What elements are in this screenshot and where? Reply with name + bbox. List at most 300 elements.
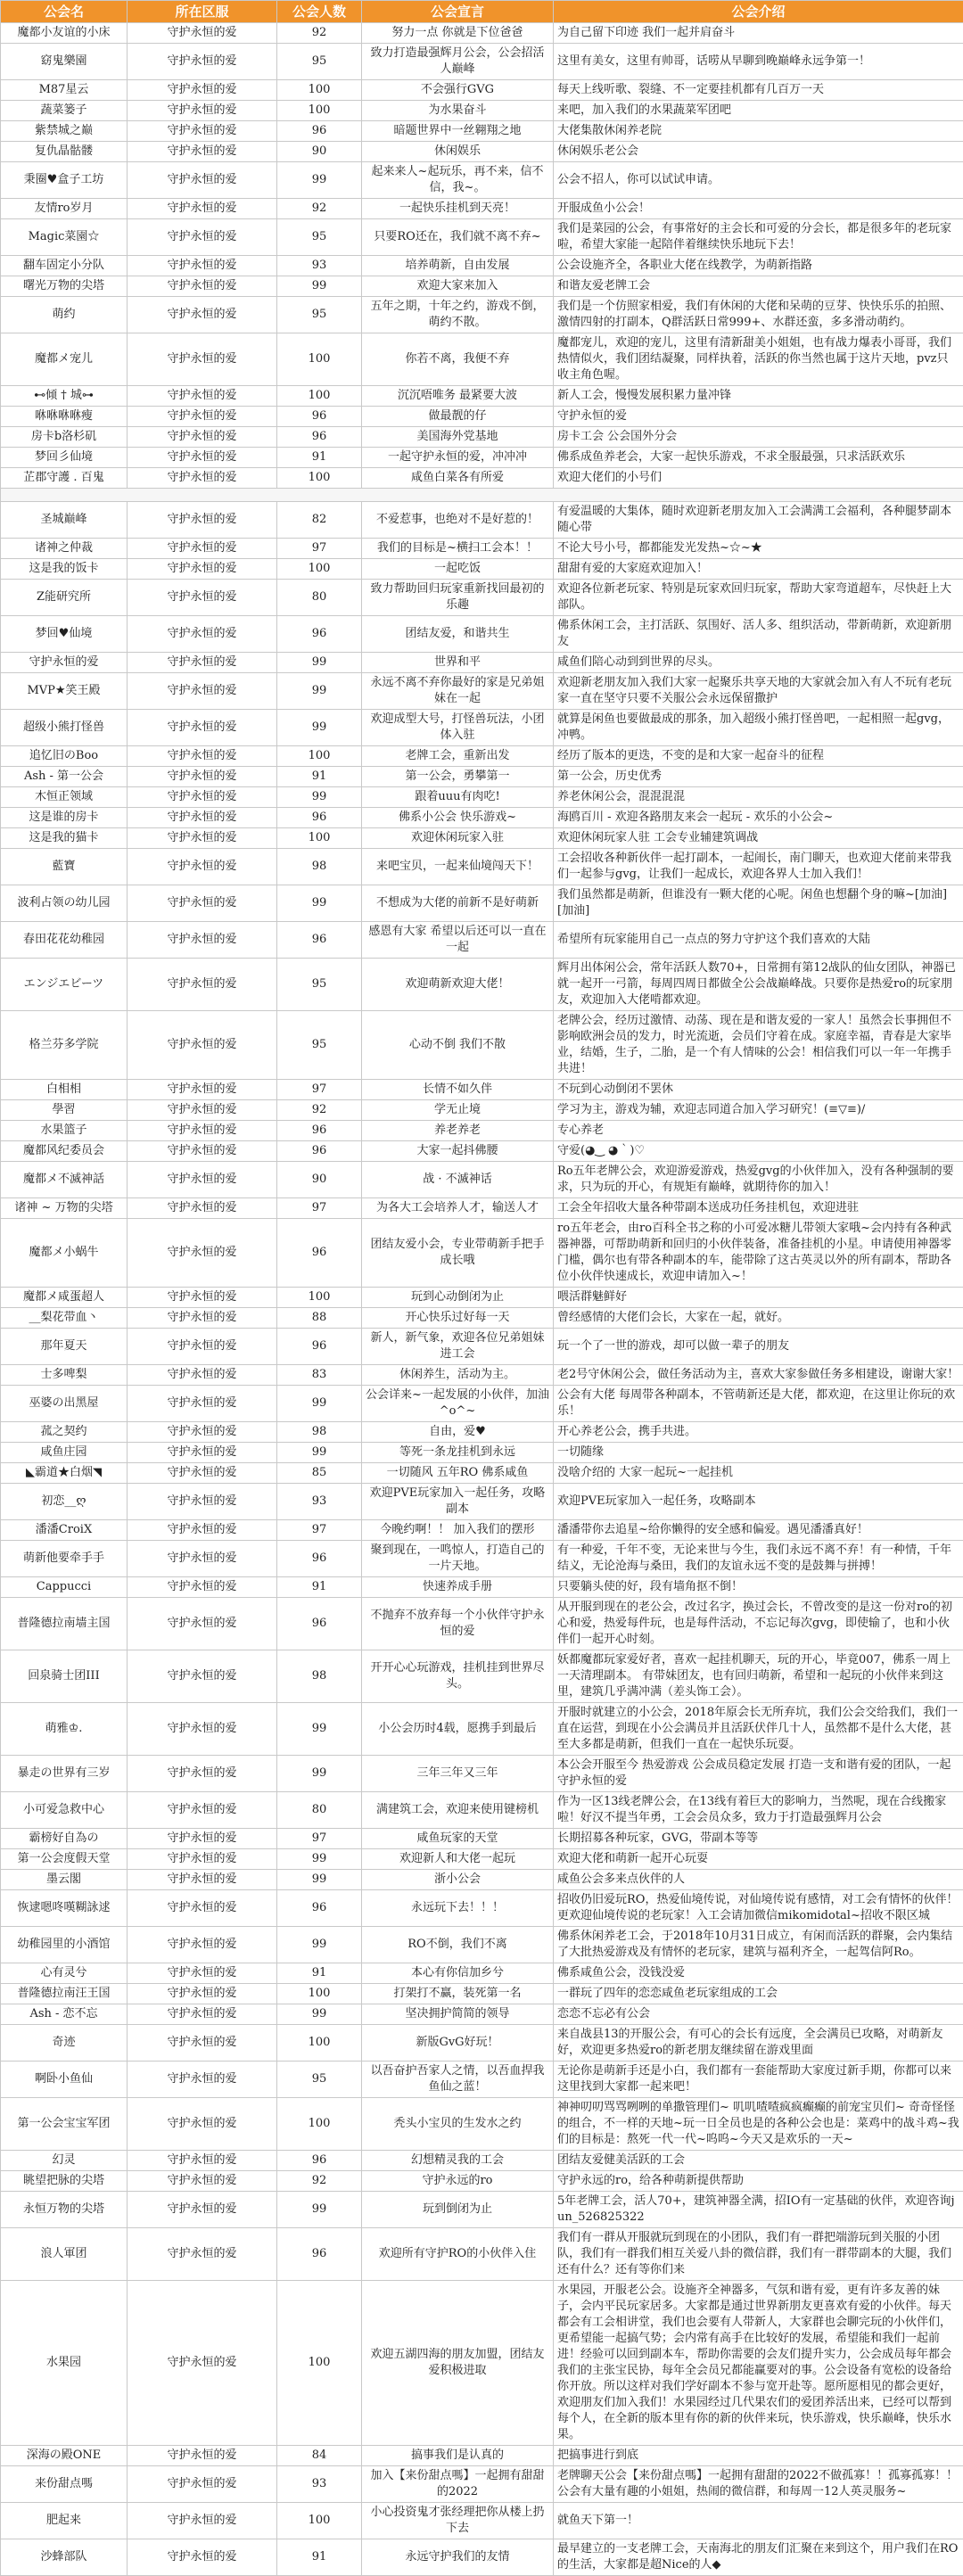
introduction-cell: 妖都魔都玩家爱好者，喜欢一起挂机聊天，玩的开心，毕竟007，佛系一周上一天清理副本。 有带妹团友，也有回归萌新，希望和一起玩的小伙伴来到这里，建筑几乎满冲满（差头饰工会）。 (554, 1650, 963, 1703)
member-count-cell: 96 (277, 2151, 362, 2171)
slogan-cell: 致力打造最强辉月公会，公会招活人巅峰 (362, 44, 554, 80)
table-row (1, 1890, 963, 1927)
introduction-cell: 为自己留下印迹 我们一起并肩奋斗 (554, 23, 963, 44)
introduction-cell: 喂活群魅鲜好 (554, 1288, 963, 1308)
guild-name-cell: 學習 (1, 1100, 128, 1121)
introduction-cell: 把搞事进行到底 (554, 2446, 963, 2466)
table-row (1, 922, 963, 959)
slogan-cell: 休闲养生，活动为主。 (362, 1365, 554, 1386)
member-count-cell: 100 (277, 828, 362, 849)
table-row (1, 1329, 963, 1365)
introduction-cell: 新人工会，慢慢发展积累力量冲锋 (554, 386, 963, 407)
member-count-cell: 100 (277, 1984, 362, 2004)
slogan-cell: 欢迎大家来加入 (362, 276, 554, 297)
member-count-cell: 93 (277, 256, 362, 276)
table-row (1, 1541, 963, 1577)
table-row (1, 849, 963, 885)
guild-name-cell: 小可爱急救中心 (1, 1792, 128, 1829)
member-count-cell: 99 (277, 885, 362, 922)
table-row (1, 44, 963, 80)
table-row (1, 427, 963, 448)
guild-name-cell: 梦回♥仙境 (1, 616, 128, 653)
guild-name-cell: 波利占领の幼儿园 (1, 885, 128, 922)
guild-name-cell: 沙蜂部队 (1, 2539, 128, 2576)
member-count-cell: 98 (277, 1650, 362, 1703)
region-cell: 守护永恒的爱 (128, 1100, 277, 1121)
member-count-cell: 96 (277, 1141, 362, 1162)
region-cell: 守护永恒的爱 (128, 849, 277, 885)
slogan-cell: 为各大工会培养人才，输送人才 (362, 1198, 554, 1219)
member-count-cell: 96 (277, 616, 362, 653)
member-count-cell: 99 (277, 1443, 362, 1463)
guild-name-cell: 眺望把脉的尖塔 (1, 2171, 128, 2192)
table-row (1, 2004, 963, 2025)
table-row (1, 1703, 963, 1756)
member-count-cell: 96 (277, 1598, 362, 1650)
member-count-cell: 96 (277, 1329, 362, 1365)
slogan-cell: 只要RO还在，我们就不离不弃~ (362, 219, 554, 256)
member-count-cell: 96 (277, 2228, 362, 2281)
introduction-cell: 公会有大佬 每周带各种副本，不管萌新还是大佬，都欢迎，在这里让你玩的欢乐！ (554, 1386, 963, 1422)
region-cell: 守护永恒的爱 (128, 1011, 277, 1080)
region-cell: 守护永恒的爱 (128, 448, 277, 468)
region-cell: 守护永恒的爱 (128, 1756, 277, 1792)
table-row (1, 1121, 963, 1141)
slogan-cell: 欢迎休闲玩家入驻 (362, 828, 554, 849)
introduction-cell: 佛系成鱼养老会，大家一起快乐游戏，不求全服最强，只求活跃欢乐 (554, 448, 963, 468)
region-cell: 守护永恒的爱 (128, 1422, 277, 1443)
member-count-cell: 91 (277, 2539, 362, 2576)
member-count-cell: 96 (277, 922, 362, 959)
member-count-cell: 95 (277, 297, 362, 333)
introduction-cell: 佛系咸鱼公会，没钱没爱 (554, 1963, 963, 1984)
guild-name-cell: 幼稚园里的小酒馆 (1, 1927, 128, 1963)
table-row (1, 121, 963, 142)
member-count-cell: 91 (277, 1963, 362, 1984)
region-cell: 守护永恒的爱 (128, 746, 277, 767)
region-cell: 守护永恒的爱 (128, 1484, 277, 1520)
table-row (1, 2228, 963, 2281)
table-row (1, 1756, 963, 1792)
member-count-cell: 99 (277, 1386, 362, 1422)
region-cell: 守护永恒的爱 (128, 2539, 277, 2576)
region-cell: 守护永恒的爱 (128, 1288, 277, 1308)
region-cell: 守护永恒的爱 (128, 2503, 277, 2539)
region-cell: 守护永恒的爱 (128, 2098, 277, 2151)
guild-name-cell: 墨云閣 (1, 1870, 128, 1890)
guild-name-cell: M87星云 (1, 80, 128, 101)
introduction-cell: 开服时就建立的小公会，2018年原会长无所弃坑，我们公会交给我们，我们一直在运营，到现在小公会满员并且活跃伏伴几十人，虽然都不是什么大佬，甚至大多都是萌新，但我们一直在一起快乐玩耍。 (554, 1703, 963, 1756)
introduction-cell: 玩一个了一世的游戏，却可以做一辈子的朋友 (554, 1329, 963, 1365)
region-cell: 守护永恒的爱 (128, 219, 277, 256)
table-row (1, 142, 963, 162)
guild-name-cell: 水果篮子 (1, 1121, 128, 1141)
region-cell: 守护永恒的爱 (128, 710, 277, 746)
region-cell: 守护永恒的爱 (128, 142, 277, 162)
region-cell: 守护永恒的爱 (128, 1219, 277, 1288)
guild-name-cell: 暴走の世界有三岁 (1, 1756, 128, 1792)
member-count-cell: 95 (277, 44, 362, 80)
guild-name-cell: 紫禁城之巅 (1, 121, 128, 142)
slogan-cell: 咸鱼白菜各有所爱 (362, 468, 554, 489)
guild-name-cell: 友情ro岁月 (1, 199, 128, 219)
table-row (1, 468, 963, 489)
member-count-cell: 85 (277, 1463, 362, 1484)
slogan-cell: 开心快乐过好每一天 (362, 1308, 554, 1329)
table-row (1, 1598, 963, 1650)
guild-name-cell: 普隆德拉南汪王国 (1, 1984, 128, 2004)
table-header-row (1, 1, 963, 23)
guild-name-cell: 翻车固定小分队 (1, 256, 128, 276)
member-count-cell: 100 (277, 386, 362, 407)
slogan-cell: 浙小公会 (362, 1870, 554, 1890)
introduction-cell: 欢迎新老朋友加入我们大家一起聚乐共享天地的大家就会加入有人不玩有老玩家一直在坚守只要不关服公会永远保留撒护 (554, 673, 963, 710)
region-cell: 守护永恒的爱 (128, 1329, 277, 1365)
member-count-cell: 96 (277, 1541, 362, 1577)
slogan-cell: 欢迎新人和大佬一起玩 (362, 1849, 554, 1870)
member-count-cell: 96 (277, 427, 362, 448)
guild-name-cell: 秉圈♥盒子工坊 (1, 162, 128, 199)
table-row (1, 1829, 963, 1849)
table-row (1, 2539, 963, 2576)
region-cell: 守护永恒的爱 (128, 333, 277, 386)
table-row (1, 1963, 963, 1984)
table-row (1, 1927, 963, 1963)
table-row (1, 2151, 963, 2171)
table-row (1, 1849, 963, 1870)
slogan-cell: 你若不离，我便不弃 (362, 333, 554, 386)
region-cell: 守护永恒的爱 (128, 502, 277, 539)
member-count-cell: 100 (277, 746, 362, 767)
introduction-cell: 欢迎休闲玩家人驻 工会专业辅建筑调战 (554, 828, 963, 849)
member-count-cell: 97 (277, 1829, 362, 1849)
region-cell: 守护永恒的爱 (128, 276, 277, 297)
region-cell: 守护永恒的爱 (128, 1308, 277, 1329)
introduction-cell: 守护永远的ro，给各种萌新提供帮助 (554, 2171, 963, 2192)
guild-name-cell: 心有灵兮 (1, 1963, 128, 1984)
region-cell: 守护永恒的爱 (128, 1198, 277, 1219)
slogan-cell: 打架打不赢，装死第一名 (362, 1984, 554, 2004)
table-row (1, 828, 963, 849)
region-cell: 守护永恒的爱 (128, 297, 277, 333)
region-cell: 守护永恒的爱 (128, 121, 277, 142)
slogan-cell: 努力一点 你就是下位爸爸 (362, 23, 554, 44)
member-count-cell: 100 (277, 2025, 362, 2062)
guild-name-cell: 这是我的猫卡 (1, 828, 128, 849)
region-cell: 守护永恒的爱 (128, 1650, 277, 1703)
slogan-cell: 今晚约啊！！ 加入我们的摆形 (362, 1520, 554, 1541)
guild-name-cell: 复仇晶骷髅 (1, 142, 128, 162)
member-count-cell: 92 (277, 23, 362, 44)
slogan-cell: 世界和平 (362, 653, 554, 673)
region-cell: 守护永恒的爱 (128, 80, 277, 101)
introduction-cell: 辉月出体闲公会，常年活跃人数70+，日常拥有第12战队的仙女团队，神器已就一起开一弓箭，每周四周日都做全公会战巅峰战。只要你是热爱ro的玩家朋友，欢迎加入大佬啃都欢迎。 (554, 959, 963, 1011)
slogan-cell: 致力帮助回归玩家重新找回最初的乐趣 (362, 580, 554, 616)
region-cell: 守护永恒的爱 (128, 1520, 277, 1541)
member-count-cell: 99 (277, 2004, 362, 2025)
slogan-cell: 战 · 不滅神话 (362, 1162, 554, 1198)
guild-name-cell: 恢逮嗯咚嘆糊詠逑 (1, 1890, 128, 1927)
region-cell: 守护永恒的爱 (128, 1577, 277, 1598)
slogan-cell: 永远玩下去！！！ (362, 1890, 554, 1927)
member-count-cell: 99 (277, 787, 362, 808)
region-cell: 守护永恒的爱 (128, 23, 277, 44)
introduction-cell: 佛系休闲工会，主打活跃、氛围好、活人多、组织活动，带新萌新，欢迎新朋友 (554, 616, 963, 653)
slogan-cell: 休闲娱乐 (362, 142, 554, 162)
guild-name-cell: 菰之契约 (1, 1422, 128, 1443)
table-row (1, 1162, 963, 1198)
member-count-cell: 95 (277, 1011, 362, 1080)
introduction-cell: 每天上线听歌、裂缝、不一定要挂机都有几百万一天 (554, 80, 963, 101)
guild-name-cell: 巫婆の出黑屋 (1, 1386, 128, 1422)
introduction-cell: 开服成鱼小公会！ (554, 199, 963, 219)
guild-name-cell: 窈鬼樂園 (1, 44, 128, 80)
member-count-cell: 95 (277, 219, 362, 256)
slogan-cell: 欢迎PVE玩家加入一起任务，攻略副本 (362, 1484, 554, 1520)
table-row (1, 539, 963, 559)
table-row (1, 959, 963, 1011)
slogan-cell: 不会强行GVG (362, 80, 554, 101)
guild-name-cell: 圣城巅峰 (1, 502, 128, 539)
region-cell: 守护永恒的爱 (128, 2062, 277, 2098)
region-cell: 守护永恒的爱 (128, 2446, 277, 2466)
introduction-cell: 就算是闲鱼也要做最成的那条，加入超级小熊打怪兽吧，一起相照一起gvg，冲鸭。 (554, 710, 963, 746)
introduction-cell: 没啥介绍的 大家一起玩~一起挂机 (554, 1463, 963, 1484)
table-row (1, 1443, 963, 1463)
slogan-cell: 来吧宝贝，一起来仙境闯天下！ (362, 849, 554, 885)
section-divider-cell (1, 489, 963, 502)
introduction-cell: 无论你是萌新手还是小白，我们都有一套能帮助大家度过新手期，你都可以来这里找到大家都一起来吧！ (554, 2062, 963, 2098)
introduction-cell: 专心养老 (554, 1121, 963, 1141)
member-count-cell: 100 (277, 559, 362, 580)
region-cell: 守护永恒的爱 (128, 1162, 277, 1198)
section-divider (1, 489, 963, 502)
introduction-cell: ro五年老会，由ro百科全书之称的小可爱冰糖儿带领大家哦~会内持有各种武器神器，可帮助萌新和回归的小伙伴装备，准备挂机的小星。申请使用神器零门槛，偶尔也有带各种副本的车，能带除了这古英灵以外的所有副本，帮助各位小伙伴快速成长，欢迎申请加入~！ (554, 1219, 963, 1288)
region-cell: 守护永恒的爱 (128, 2192, 277, 2228)
slogan-cell: 欢迎成型大号，打怪兽玩法，小团体入驻 (362, 710, 554, 746)
introduction-cell: 学习为主，游戏为辅，欢迎志同道合加入学习研究！(≡▽≡)/ (554, 1100, 963, 1121)
member-count-cell: 95 (277, 2062, 362, 2098)
table-body (1, 23, 963, 2576)
region-cell: 守护永恒的爱 (128, 959, 277, 1011)
slogan-cell: 以吾奋护吾家人之情，以吾血捍我鱼仙之蓝！ (362, 2062, 554, 2098)
slogan-cell: 大家一起抖佛腰 (362, 1141, 554, 1162)
introduction-cell: 欢迎大佬和萌新一起开心玩耍 (554, 1849, 963, 1870)
introduction-cell: 招收仍旧爱玩RO，热爱仙境传说，对仙境传说有感情，对工会有情怀的伙伴！更欢迎仙境传说的老玩家！入工会请加微信mikomidotal~招收不限区城 (554, 1890, 963, 1927)
table-row (1, 2503, 963, 2539)
table-row (1, 1422, 963, 1443)
slogan-cell: 秃头小宝贝的生发水之约 (362, 2098, 554, 2151)
introduction-cell: 曾经感情的大佬们会长，大家在一起，就好。 (554, 1308, 963, 1329)
guild-name-cell: Magic菜園☆ (1, 219, 128, 256)
region-cell: 守护永恒的爱 (128, 922, 277, 959)
region-cell: 守护永恒的爱 (128, 767, 277, 787)
slogan-cell: 满建筑工会，欢迎来使用键榜机 (362, 1792, 554, 1829)
introduction-cell: 潘潘带你去追星~给你懒得的安全感和偏爱。遇见潘潘真好！ (554, 1520, 963, 1541)
table-row (1, 162, 963, 199)
guild-name-cell: 来份甜点嗎 (1, 2466, 128, 2503)
member-count-cell: 92 (277, 2171, 362, 2192)
table-row (1, 885, 963, 922)
member-count-cell: 100 (277, 333, 362, 386)
guild-name-cell: 萌新他要牵手手 (1, 1541, 128, 1577)
introduction-cell: 就鱼天下第一！ (554, 2503, 963, 2539)
introduction-cell: 有一种爱，千年不变，无论来世与今生，我们永远不离不弃！有一种情，千年结义，无论沧海与桑田，我们的友谊永远不变的是鼓舞与拼搏！ (554, 1541, 963, 1577)
region-cell: 守护永恒的爱 (128, 468, 277, 489)
region-cell: 守护永恒的爱 (128, 2004, 277, 2025)
introduction-cell: 本公会开服至今 热爱游戏 公会成员稳定发展 打造一支和谐有爱的团队，一起守护永恒的爱 (554, 1756, 963, 1792)
slogan-cell: 三年三年又三年 (362, 1756, 554, 1792)
guild-name-cell: 啊卧小鱼仙 (1, 2062, 128, 2098)
table-row (1, 746, 963, 767)
introduction-cell: 房卡工会 公会国外分会 (554, 427, 963, 448)
table-row (1, 448, 963, 468)
region-cell: 守护永恒的爱 (128, 1963, 277, 1984)
slogan-cell: 起来来人~起玩乐，再不来，信不信，我~。 (362, 162, 554, 199)
guild-name-cell: 魔都メ宠儿 (1, 333, 128, 386)
member-count-cell: 100 (277, 2281, 362, 2446)
region-cell: 守护永恒的爱 (128, 808, 277, 828)
slogan-cell: 做最靓的仔 (362, 407, 554, 427)
table-row (1, 1080, 963, 1100)
region-cell: 守护永恒的爱 (128, 1386, 277, 1422)
introduction-cell: 老2号守休闲公会，做任务活动为主，喜欢大家参做任务多相建设，谢谢大家！ (554, 1365, 963, 1386)
member-count-cell: 96 (277, 808, 362, 828)
guild-name-cell: 士多啤梨 (1, 1365, 128, 1386)
member-count-cell: 80 (277, 580, 362, 616)
region-cell: 守护永恒的爱 (128, 407, 277, 427)
slogan-cell: 不想成为大佬的前新不是好萌新 (362, 885, 554, 922)
member-count-cell: 90 (277, 142, 362, 162)
member-count-cell: 99 (277, 1756, 362, 1792)
guild-name-cell: 咸鱼庄园 (1, 1443, 128, 1463)
member-count-cell: 97 (277, 539, 362, 559)
table-row (1, 1520, 963, 1541)
member-count-cell: 99 (277, 276, 362, 297)
member-count-cell: 96 (277, 1121, 362, 1141)
guild-name-cell: 魔都小友谊的小床 (1, 23, 128, 44)
member-count-cell: 96 (277, 1219, 362, 1288)
region-cell: 守护永恒的爱 (128, 1849, 277, 1870)
introduction-cell: 海鸥百川 - 欢迎各路朋友来会一起玩 - 欢乐的小公会~ (554, 808, 963, 828)
table-row (1, 2171, 963, 2192)
introduction-cell: 开心养老公会，携手共进。 (554, 1422, 963, 1443)
table-row (1, 1792, 963, 1829)
slogan-cell: 一起守护永恒的爱，冲冲冲 (362, 448, 554, 468)
member-count-cell: 93 (277, 1484, 362, 1520)
slogan-cell: 老牌工会，重新出发 (362, 746, 554, 767)
slogan-cell: 感恩有大家 希望以后还可以一直在一起 (362, 922, 554, 959)
guild-name-cell: 这是谁的房卡 (1, 808, 128, 828)
guild-name-cell: 格兰芬多学院 (1, 1011, 128, 1080)
member-count-cell: 97 (277, 1198, 362, 1219)
region-cell: 守护永恒的爱 (128, 1927, 277, 1963)
slogan-cell: 快速养成手册 (362, 1577, 554, 1598)
member-count-cell: 83 (277, 1365, 362, 1386)
introduction-cell: 最早建立的一支老牌工会，天南海北的朋友们汇聚在来到这个，用户我们在RO的生活，大家都是超Nice的人◆ (554, 2539, 963, 2576)
table-row (1, 333, 963, 386)
introduction-cell: 公会设施齐全，各职业大佬在线教学，为萌新指路 (554, 256, 963, 276)
member-count-cell: 99 (277, 673, 362, 710)
guild-name-cell: 诸神 ~ 万物的尖塔 (1, 1198, 128, 1219)
member-count-cell: 92 (277, 1100, 362, 1121)
region-cell: 守护永恒的爱 (128, 885, 277, 922)
guild-name-cell: 霸榜好自為の (1, 1829, 128, 1849)
table-row (1, 2446, 963, 2466)
introduction-cell: 从开服到现在的老公会，改过名字，换过会长，不曾改变的是这一份对ro的初心和爱，热爱每件玩，也是每件活动，不忘记每次gvg，即使输了，也和小伙伴们一起开心时刻。 (554, 1598, 963, 1650)
table-row (1, 1011, 963, 1080)
slogan-cell: 永远守护我们的友情 (362, 2539, 554, 2576)
member-count-cell: 82 (277, 502, 362, 539)
slogan-cell: 第一公会，勇攀第一 (362, 767, 554, 787)
introduction-cell: 不论大号小号，都都能发光发热~☆~★ (554, 539, 963, 559)
introduction-cell: 这里有美女，这里有帅哥，话唠从早聊到晚巅峰永远争第一！ (554, 44, 963, 80)
table-row (1, 1365, 963, 1386)
slogan-cell: 搞事我们是认真的 (362, 2446, 554, 2466)
guild-name-cell: 木恒正领域 (1, 787, 128, 808)
region-cell: 守护永恒的爱 (128, 1792, 277, 1829)
table-row (1, 1198, 963, 1219)
region-cell: 守护永恒的爱 (128, 673, 277, 710)
slogan-cell: 一起快乐挂机到天亮！ (362, 199, 554, 219)
member-count-cell: 84 (277, 2446, 362, 2466)
slogan-cell: 开开心心玩游戏，挂机挂到世界尽头。 (362, 1650, 554, 1703)
guild-name-cell: 奇迹 (1, 2025, 128, 2062)
introduction-cell: 恋恋不忘必有公会 (554, 2004, 963, 2025)
introduction-cell: 只要躺头使的好，段有墙角抠不倒！ (554, 1577, 963, 1598)
slogan-cell: 玩到心动倒闭为止 (362, 1288, 554, 1308)
region-cell: 守护永恒的爱 (128, 559, 277, 580)
table-row (1, 80, 963, 101)
member-count-cell: 98 (277, 1422, 362, 1443)
table-row (1, 502, 963, 539)
introduction-cell: 老牌公会，经历过激情、动荡、现在是和谐友爱的一家人！虽然会长事拥但不影响欧洲会员的发力，时光流逝，会员们守着在成。家庭幸福，青春是大家毕业，结婚，生子，二胎，是一个有人情味的公会！相信我们可以一年一年携手共进！ (554, 1011, 963, 1080)
member-count-cell: 99 (277, 653, 362, 673)
guild-name-cell: 魔都风纪委员会 (1, 1141, 128, 1162)
guild-name-cell: __梨花带血丶 (1, 1308, 128, 1329)
table-row (1, 276, 963, 297)
table-row (1, 2192, 963, 2228)
slogan-cell: 团结友爱小会，专业带萌新手把手成长哦 (362, 1219, 554, 1288)
member-count-cell: 88 (277, 1308, 362, 1329)
guild-name-cell: 诸神之仲裁 (1, 539, 128, 559)
guild-name-cell: 萌雅♔. (1, 1703, 128, 1756)
region-cell: 守护永恒的爱 (128, 616, 277, 653)
guild-name-cell: 肥起来 (1, 2503, 128, 2539)
region-cell: 守护永恒的爱 (128, 1703, 277, 1756)
slogan-cell: 跟着uuu有肉吃! (362, 787, 554, 808)
region-cell: 守护永恒的爱 (128, 162, 277, 199)
introduction-cell: 欢迎PVE玩家加入一起任务，攻略副本 (554, 1484, 963, 1520)
table-row (1, 219, 963, 256)
table-row (1, 2062, 963, 2098)
member-count-cell: 100 (277, 1288, 362, 1308)
slogan-cell: 长情不如久伴 (362, 1080, 554, 1100)
guild-name-cell: 那年夏天 (1, 1329, 128, 1365)
region-cell: 守护永恒的爱 (128, 1121, 277, 1141)
guild-name-cell: 萌约 (1, 297, 128, 333)
slogan-cell: RO不倒，我们不离 (362, 1927, 554, 1963)
member-count-cell: 99 (277, 710, 362, 746)
member-count-cell: 100 (277, 2098, 362, 2151)
introduction-cell: 魔都宠儿，欢迎的宠儿，这里有清新甜美小姐姐，也有战力爆表小哥哥，我们热情似火，我们团结凝聚，同样执着，活跃的你当然也属于这片天地，pvz只收主角色喔。 (554, 333, 963, 386)
table-row (1, 23, 963, 44)
introduction-cell: 咸鱼公会多来点伙伴的人 (554, 1870, 963, 1890)
guild-name-cell: Z能研究所 (1, 580, 128, 616)
table-row (1, 1386, 963, 1422)
table-row (1, 1308, 963, 1329)
introduction-cell: 守爱(◕‿ ◕｀)♡ (554, 1141, 963, 1162)
